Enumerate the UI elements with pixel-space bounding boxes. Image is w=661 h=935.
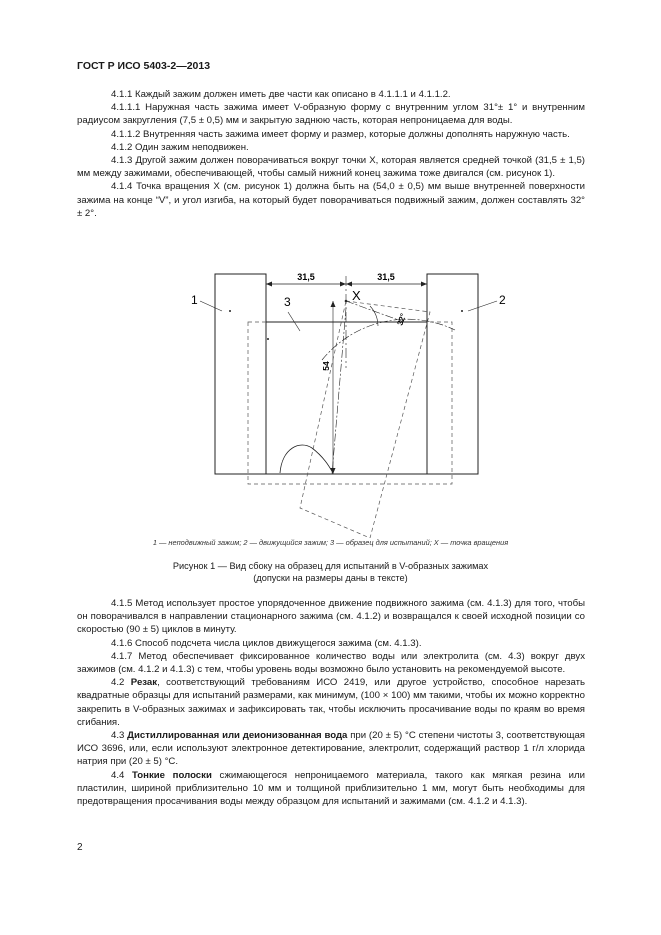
paragraph: 4.1.3 Другой зажим должен поворачиваться вокруг точки X, которая является средней точкой (31,5 ± 1,5) мм между зажимами, обеспечивающей, чтобы самый нижний конец зажима тоже двигался (см. рисунок 1). bbox=[77, 155, 585, 180]
figure-caption bbox=[0, 560, 661, 584]
figure-legend: 1 — неподвижный зажим; 2 — движущийся зажим; 3 — образец для испытаний; X — точка вращения bbox=[152, 538, 509, 547]
dimension-right: 31,5 bbox=[377, 272, 395, 282]
caption-line: (допуски на размеры даны в тексте) bbox=[253, 573, 408, 583]
dimension-vertical-label: 54 bbox=[321, 361, 331, 371]
figure-1 bbox=[0, 268, 661, 538]
paragraph: 4.4 Тонкие полоски сжимающегося непроницаемого материала, такого как мягкая резина или пластилин, шириной приблизительно 10 мм и толщиной приблизительно 1 мм, могут быть необходимы для предотвращения просачивания воды между образцом для испытаний и зажимами (см. 4.1.2 и 4.1.3). bbox=[77, 769, 585, 808]
paragraph: 4.1.1 Каждый зажим должен иметь две части как описано в 4.1.1.1 и 4.1.1.2. bbox=[111, 89, 451, 100]
paragraph: 4.1.1.1 Наружная часть зажима имеет V-образную форму с внутренним углом 31°± 1° и внутренним радиусом закругления (7,5 ± 0,5) мм и закрытую заднюю часть, которая непроницаема для воды. bbox=[77, 102, 585, 127]
specimen-outline bbox=[248, 322, 452, 484]
paragraph: 4.1.4 Точка вращения X (см. рисунок 1) должна быть на (54,0 ± 0,5) мм выше внутренней поверхности зажима на конце “V”, и угол изгиба, на который будет поворачиваться подвижный зажим, должен составлять 32°± 2°. bbox=[77, 181, 585, 219]
paragraph: 4.1.7 Метод обеспечивает фиксированное количество воды или электролита (см. 4.3) вокруг двух зажимов (см. 4.1.2 и 4.1.3) с тем, чтобы уровень воды возможно было установить на рекомендуемой высоте. bbox=[77, 650, 585, 676]
bent-position bbox=[300, 301, 430, 538]
label-1: 1 bbox=[191, 293, 198, 307]
paragraph: 4.1.1.2 Внутренняя часть зажима имеет форму и размер, которые должны дополнять наружную часть. bbox=[111, 128, 570, 140]
label-2: 2 bbox=[499, 293, 506, 307]
paragraph: 4.2 Резак, соответствующий требованиям ИСО 2419, или другое устройство, способное нарезать квадратные образцы для испытаний размерами, как минимум, (100 × 100) мм такими, чтобы их можно корректно закрепить в V-образных зажимах и зафиксировать так, чтобы исключить просачивание воды по краям во время сгибания. bbox=[77, 677, 585, 728]
fixed-clamp bbox=[215, 274, 266, 474]
paragraph: 4.3 Дистиллированная или деионизованная вода при (20 ± 5) °С степени чистоты 3, соответствующая ИСО 3696, или, если используют электронное детектирование, электролит, содержащий раствор 1 г/л хлорида натрия при (20 ± 5) °С. bbox=[77, 730, 585, 768]
text-block-bottom bbox=[77, 597, 585, 808]
paragraph: 4.1.6 Способ подсчета числа циклов движущегося зажима (см. 4.1.3). bbox=[111, 637, 422, 649]
pivot-label: X bbox=[352, 288, 361, 303]
clamp-diagram bbox=[0, 268, 661, 538]
angle-label: 32° bbox=[395, 312, 409, 327]
moving-clamp bbox=[427, 274, 478, 474]
paragraph: 4.1.5 Метод использует простое упорядоченное движение подвижного зажима (см. 4.1.3) для того, чтобы он поворачивался в направлении стационарного зажима (см. 4.1.2) и возвращался к своей исходной позиции со скоростью (90 ± 5) циклов в минуту. bbox=[77, 598, 585, 636]
label-3: 3 bbox=[284, 295, 291, 309]
document-header: ГОСТ Р ИСО 5403-2—2013 bbox=[77, 60, 211, 72]
text-block-top bbox=[77, 88, 585, 220]
page-number: 2 bbox=[77, 842, 83, 853]
caption-line: Рисунок 1 — Вид сбоку на образец для испытаний в V-образных зажимах bbox=[172, 561, 489, 571]
paragraph: 4.1.2 Один зажим неподвижен. bbox=[111, 141, 249, 153]
dimension-left: 31,5 bbox=[297, 272, 315, 282]
